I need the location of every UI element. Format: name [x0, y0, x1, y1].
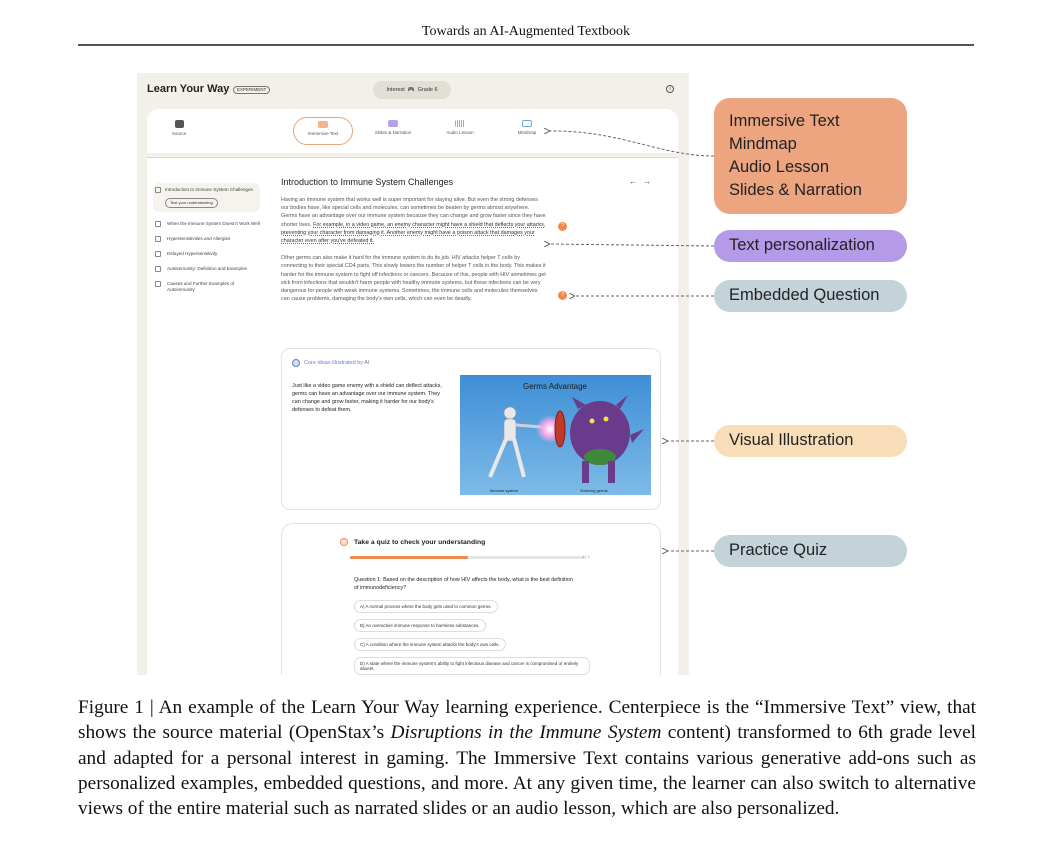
callout-embedded-question: Embedded Question	[714, 280, 907, 312]
experiment-badge: EXPERIMENT	[233, 86, 270, 94]
card-header-label: Core ideas illustrated by AI	[304, 360, 370, 366]
checkbox[interactable]	[155, 187, 161, 193]
app-title: Learn Your Way	[147, 83, 230, 95]
tab-immersive-text[interactable]	[293, 117, 353, 145]
caption-text: Figure 1 | An example of the Learn Your Way learning experience. Centerpiece is the “Immersive Text” view, that shows the source material (OpenStax’s	[78, 697, 976, 744]
document-icon	[175, 120, 184, 128]
quiz-option[interactable]: C) A condition where the immune system attacks the body's own cells.	[354, 638, 506, 651]
quiz-option[interactable]: B) An overactive immune response to harmless substances.	[354, 619, 486, 632]
toc-item-label: Introduction to Immune System Challenges	[165, 187, 253, 192]
tab-source[interactable]	[149, 117, 209, 145]
toc-item[interactable]	[153, 183, 260, 212]
tab-label: Slides & Narration	[374, 130, 412, 135]
paragraph	[281, 196, 546, 245]
interest-label: Interest	[386, 87, 405, 93]
arrow-right-icon[interactable]: →	[643, 177, 657, 186]
illustration-title: Germs Advantage	[522, 382, 588, 391]
tab-label: Source	[171, 131, 187, 136]
card-header	[292, 359, 369, 367]
illustration-card	[281, 348, 661, 510]
embedded-question-marker-icon[interactable]: ?	[558, 291, 567, 300]
card-text: Just like a video game enemy with a shield can deflect attacks, germs can have an advantage over our immune system. They can change and grow faster, making it harder for our body's defenses to defeat them.	[292, 383, 442, 413]
ai-icon	[292, 359, 300, 367]
running-head: Towards an AI-Augmented Textbook	[421, 24, 631, 39]
callout-line: Mindmap	[729, 135, 797, 153]
section-nav[interactable]	[629, 177, 657, 186]
quiz-question: Question 1: Based on the description of how HIV affects the body, what is the best definition of immunodeficiency?	[354, 577, 573, 591]
gamepad-icon: 🎮	[407, 87, 415, 93]
figure-caption	[78, 695, 976, 821]
tab-label: Audio Lesson	[446, 130, 474, 135]
callout-line: Immersive Text	[729, 112, 840, 130]
callout-text-personalization: Text personalization	[714, 230, 907, 262]
paragraph: Other germs can also make it hard for the immune system to do its job. HIV attacks helper T cells by connecting to their special CD4 parts. This slowly lowers the number of helper T cells in the body. This makes it harder for the immune system to fight off infections or cancers. Because of this, people with HIV sometimes get sick from infections that wouldn't harm people with healthy immune systems, but these infections can be very dangerous for people with weak immune systems. Sometimes, the immune cells and molecules themselves can cause problems, damaging the body's own cells, which can even be deadly.	[281, 255, 546, 303]
checkbox[interactable]	[155, 221, 161, 227]
paragraph-text: Having an immune system that works well is super important for staying alive. But even the strong defenses our bodies have, like special cells and molecules, can sometimes be beaten by germs almost anywhere. Germs have an advantage over our immune system because they can change and grow faster since they have shorter lives.	[281, 197, 546, 228]
table-of-contents	[155, 183, 260, 302]
quiz-option[interactable]: A) A normal process where the body gets used to common germs.	[354, 600, 498, 613]
toc-item-label: Delayed Hypersensitivity	[167, 251, 218, 256]
quiz-progress-fill	[350, 556, 468, 559]
toc-item[interactable]	[155, 281, 260, 293]
callout-visual-illustration: Visual Illustration	[714, 425, 907, 457]
info-icon[interactable]: i	[666, 85, 674, 93]
practice-quiz-card	[281, 523, 661, 675]
label-evolving-germs: Evolving germs	[580, 488, 608, 493]
tab-label: Mindmap	[517, 130, 537, 135]
toc-item-label: Hypersensitivities and Allergies	[167, 236, 231, 241]
arrow-left-icon[interactable]: ←	[629, 177, 643, 186]
callout-alternative-views	[714, 98, 907, 214]
callout-practice-quiz: Practice Quiz	[714, 535, 907, 567]
toc-item-label: Causes and Further Examples of Autoimmunity	[167, 281, 235, 292]
checkbox[interactable]	[155, 281, 161, 287]
quiz-header	[340, 538, 485, 546]
checkbox[interactable]	[155, 236, 161, 242]
mindmap-icon	[522, 120, 532, 127]
tab-slides-narration[interactable]	[363, 117, 423, 145]
checkbox[interactable]	[155, 266, 161, 272]
quiz-progress-count: 1 / 2	[582, 554, 590, 559]
immersive-text-icon	[318, 121, 328, 128]
immersive-text-content	[281, 177, 659, 303]
app-screenshot	[137, 73, 689, 675]
quiz-progress-bar	[350, 556, 586, 559]
tab-audio-lesson[interactable]	[430, 117, 490, 145]
toc-item[interactable]	[155, 266, 260, 272]
quiz-icon	[340, 538, 348, 546]
toc-item[interactable]	[155, 251, 260, 257]
header-rule	[78, 44, 974, 46]
caption-italic: Disruptions in the Immune System	[390, 722, 662, 744]
waveform-icon	[455, 120, 465, 127]
grade-label: Grade 6	[417, 87, 438, 93]
quiz-option[interactable]: D) A state where the immune system's ability to fight infectious disease and cancer is compromised or entirely absent.	[354, 657, 590, 675]
tab-label: Immersive Text	[307, 131, 339, 136]
tab-mindmap[interactable]	[497, 117, 557, 145]
view-tabbar	[147, 109, 678, 153]
callout-line: Audio Lesson	[729, 158, 829, 176]
interest-selector[interactable]	[373, 81, 451, 99]
germs-advantage-illustration	[460, 375, 651, 495]
toc-item-label: When the Immune System Doesn't Work Well	[167, 221, 260, 226]
slides-icon	[388, 120, 398, 127]
quiz-header-label: Take a quiz to check your understanding	[354, 538, 486, 546]
personalized-example[interactable]: For example, in a video game, an enemy character might have a shield that deflects your attacks, preventing your character from damaging it. Another enemy might have a poison attack that damages your character even after you've defeated it.	[281, 221, 546, 245]
toc-item[interactable]	[155, 236, 260, 242]
callout-line: Slides & Narration	[729, 181, 862, 199]
toc-item-label: Autoimmunity: Definition and Examples	[167, 266, 247, 271]
toc-item[interactable]	[155, 221, 260, 227]
section-title: Introduction to Immune System Challenges	[281, 177, 454, 187]
checkbox[interactable]	[155, 251, 161, 257]
label-immune-system: Immune system	[489, 488, 519, 493]
test-understanding-button[interactable]: Test your understanding	[165, 198, 218, 208]
personalization-marker-icon[interactable]: ?	[558, 222, 567, 231]
caption-text: content) transformed to 6th grade level and adapted for a personal interest in gaming. The Immersive Text contains various generative add-ons such as personalized examples, embedded questions, and more. At any given time, the learner can also switch to alternative views of the entire material such as narrated slides or an audio lesson, which are also personalized.	[78, 722, 976, 820]
